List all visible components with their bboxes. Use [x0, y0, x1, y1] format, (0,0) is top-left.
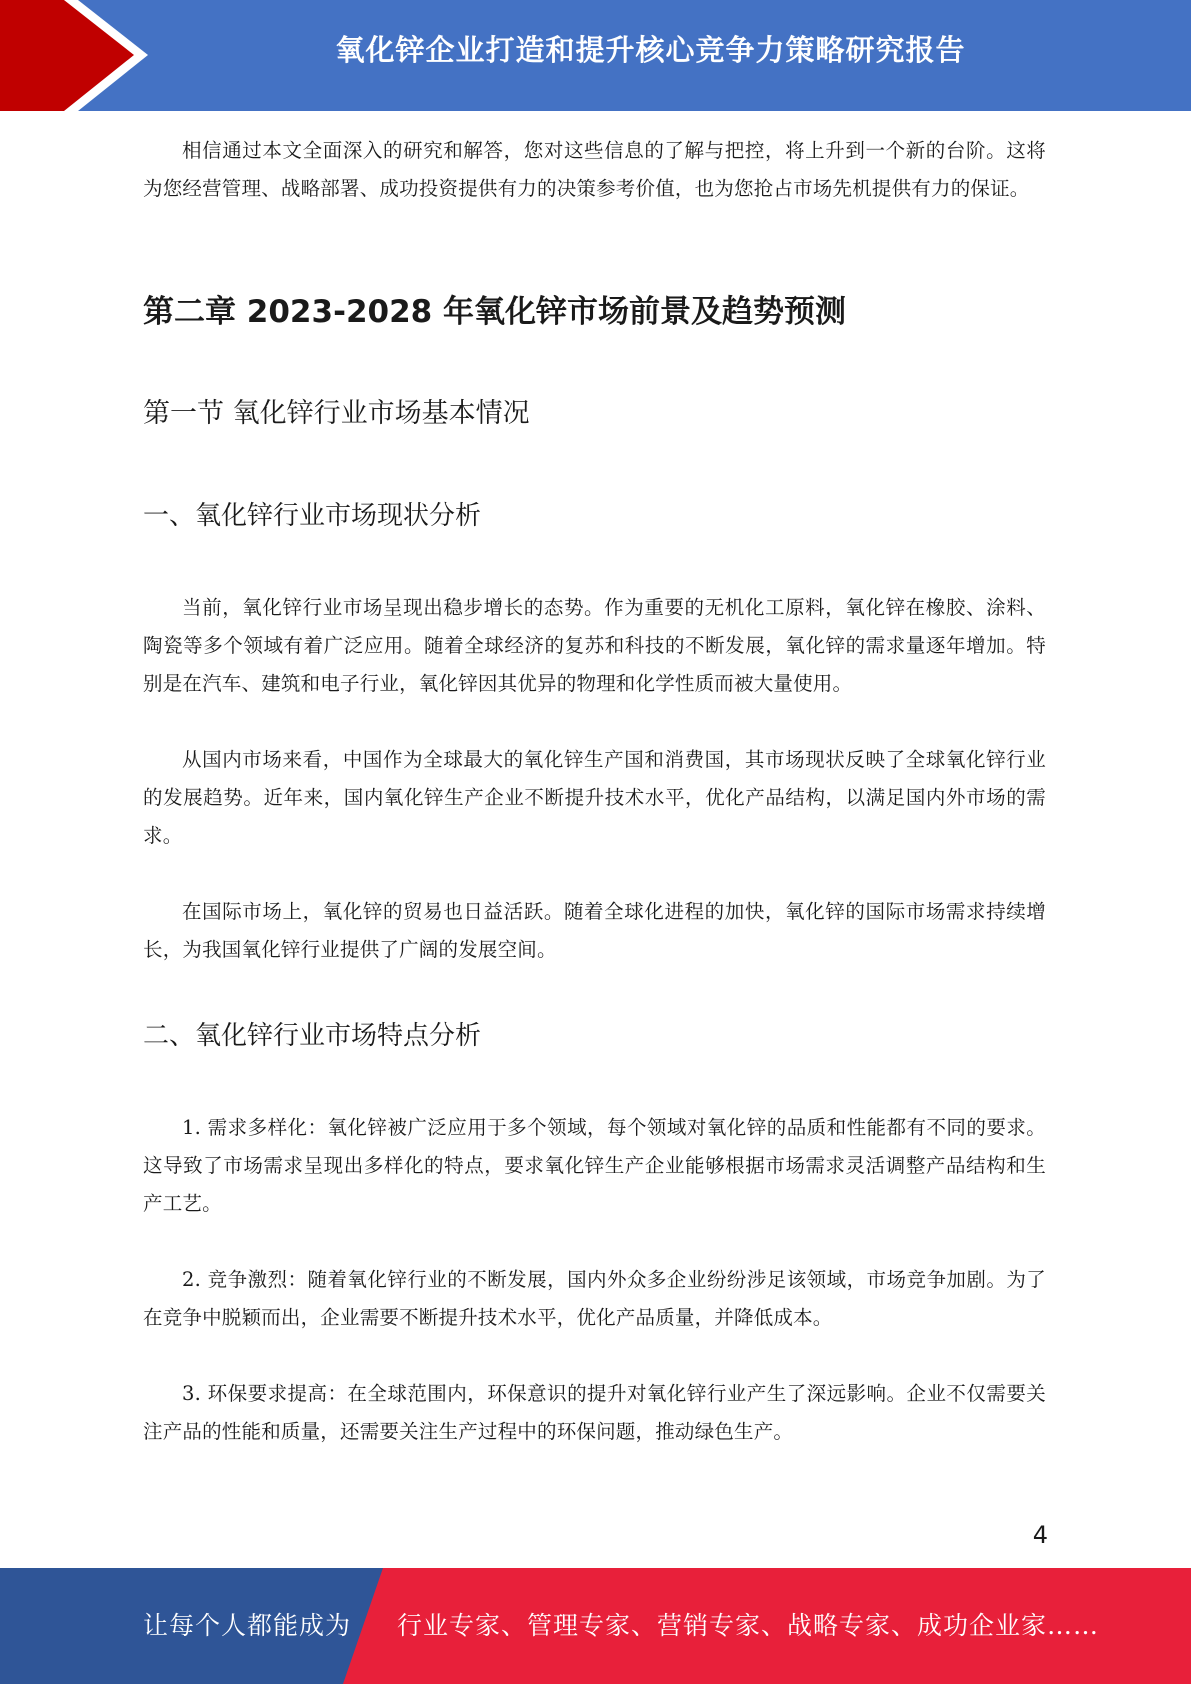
header-banner — [0, 0, 1191, 111]
footer-banner — [0, 1568, 1191, 1684]
paragraph-2-1: 1. 需求多样化：氧化锌被广泛应用于多个领域，每个领域对氧化锌的品质和性能都有不同的要求。这导致了市场需求呈现出多样化的特点，要求氧化锌生产企业能够根据市场需求灵活调整产品结构和生产工艺。 — [143, 1116, 1046, 1215]
subsection-title-1: 一、氧化锌行业市场现状分析 — [143, 501, 482, 531]
paragraph-1-2: 从国内市场来看，中国作为全球最大的氧化锌生产国和消费国，其市场现状反映了全球氧化锌行业的发展趋势。近年来，国内氧化锌生产企业不断提升技术水平，优化产品结构，以满足国内外市场的需求。 — [143, 748, 1046, 847]
header-red-chevron — [0, 0, 134, 111]
footer-slogan-left: 让每个人都能成为 — [143, 1611, 352, 1640]
subsection-title-2: 二、氧化锌行业市场特点分析 — [143, 1021, 482, 1051]
paragraph-2-2: 2. 竞争激烈：随着氧化锌行业的不断发展，国内外众多企业纷纷涉足该领域，市场竞争加剧。为了在竞争中脱颖而出，企业需要不断提升技术水平，优化产品质量，并降低成本。 — [143, 1268, 1046, 1329]
chapter-title: 第二章 2023-2028 年氧化锌市场前景及趋势预测 — [143, 294, 847, 330]
intro-paragraph: 相信通过本文全面深入的研究和解答，您对这些信息的了解与把控，将上升到一个新的台阶。这将为您经营管理、战略部署、成功投资提供有力的决策参考价值，也为您抢占市场先机提供有力的保证。 — [143, 139, 1046, 200]
paragraph-2-3: 3. 环保要求提高：在全球范围内，环保意识的提升对氧化锌行业产生了深远影响。企业不仅需要关注产品的性能和质量，还需要关注生产过程中的环保问题，推动绿色生产。 — [143, 1382, 1046, 1443]
section-title: 第一节 氧化锌行业市场基本情况 — [143, 398, 530, 429]
footer-slogan-right: 行业专家、管理专家、营销专家、战略专家、成功企业家…… — [397, 1611, 1100, 1640]
paragraph-1-1: 当前，氧化锌行业市场呈现出稳步增长的态势。作为重要的无机化工原料，氧化锌在橡胶、涂料、陶瓷等多个领域有着广泛应用。随着全球经济的复苏和科技的不断发展，氧化锌的需求量逐年增加。特别是在汽车、建筑和电子行业，氧化锌因其优异的物理和化学性质而被大量使用。 — [143, 596, 1046, 695]
report-title: 氧化锌企业打造和提升核心竞争力策略研究报告 — [335, 33, 966, 67]
paragraph-1-3: 在国际市场上，氧化锌的贸易也日益活跃。随着全球化进程的加快，氧化锌的国际市场需求持续增长，为我国氧化锌行业提供了广阔的发展空间。 — [143, 900, 1046, 961]
page-number: 4 — [1032, 1521, 1048, 1549]
